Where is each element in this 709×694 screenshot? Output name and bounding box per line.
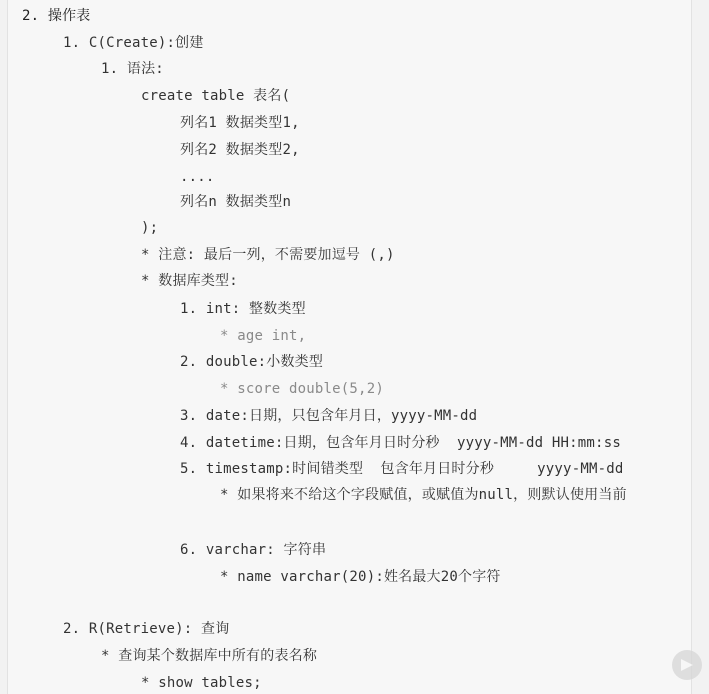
code-line: 列名n 数据类型n — [180, 194, 292, 210]
list-item-syntax: 1. 语法: — [101, 61, 164, 77]
type-item-timestamp: 5. timestamp:时间错类型 包含年月日时分秒 yyyy-MM-dd — [180, 461, 624, 477]
type-item-varchar: 6. varchar: 字符串 — [180, 542, 327, 558]
note-query-tables: * 查询某个数据库中所有的表名称 — [101, 648, 318, 664]
play-icon — [672, 650, 702, 680]
example-double: * score double(5,2) — [220, 381, 384, 397]
note-timestamp: * 如果将来不给这个字段赋值，或赋值为null，则默认使用当前 — [220, 487, 627, 503]
list-item-retrieve: 2. R(Retrieve): 查询 — [63, 621, 230, 637]
type-item-datetime: 4. datetime:日期，包含年月日时分秒 yyyy-MM-dd HH:mm:ss — [180, 435, 621, 451]
code-line: 列名1 数据类型1, — [180, 115, 300, 131]
example-int: * age int, — [220, 328, 307, 344]
code-show-tables: * show tables; — [141, 675, 262, 691]
code-line: 列名2 数据类型2, — [180, 142, 300, 158]
heading-operate-table: 2. 操作表 — [22, 8, 91, 24]
document-page — [7, 0, 692, 694]
example-varchar: * name varchar(20):姓名最大20个字符 — [220, 569, 501, 585]
note-data-types: * 数据库类型: — [141, 273, 238, 289]
type-item-date: 3. date:日期，只包含年月日，yyyy-MM-dd — [180, 408, 478, 424]
type-item-double: 2. double:小数类型 — [180, 354, 324, 370]
type-item-int: 1. int: 整数类型 — [180, 301, 306, 317]
code-line: ); — [141, 220, 159, 236]
list-item-create: 1. C(Create):创建 — [63, 35, 204, 51]
code-line: .... — [180, 169, 215, 185]
note-last-column: * 注意: 最后一列，不需要加逗号 (,) — [141, 247, 395, 263]
code-line: create table 表名( — [141, 88, 291, 104]
